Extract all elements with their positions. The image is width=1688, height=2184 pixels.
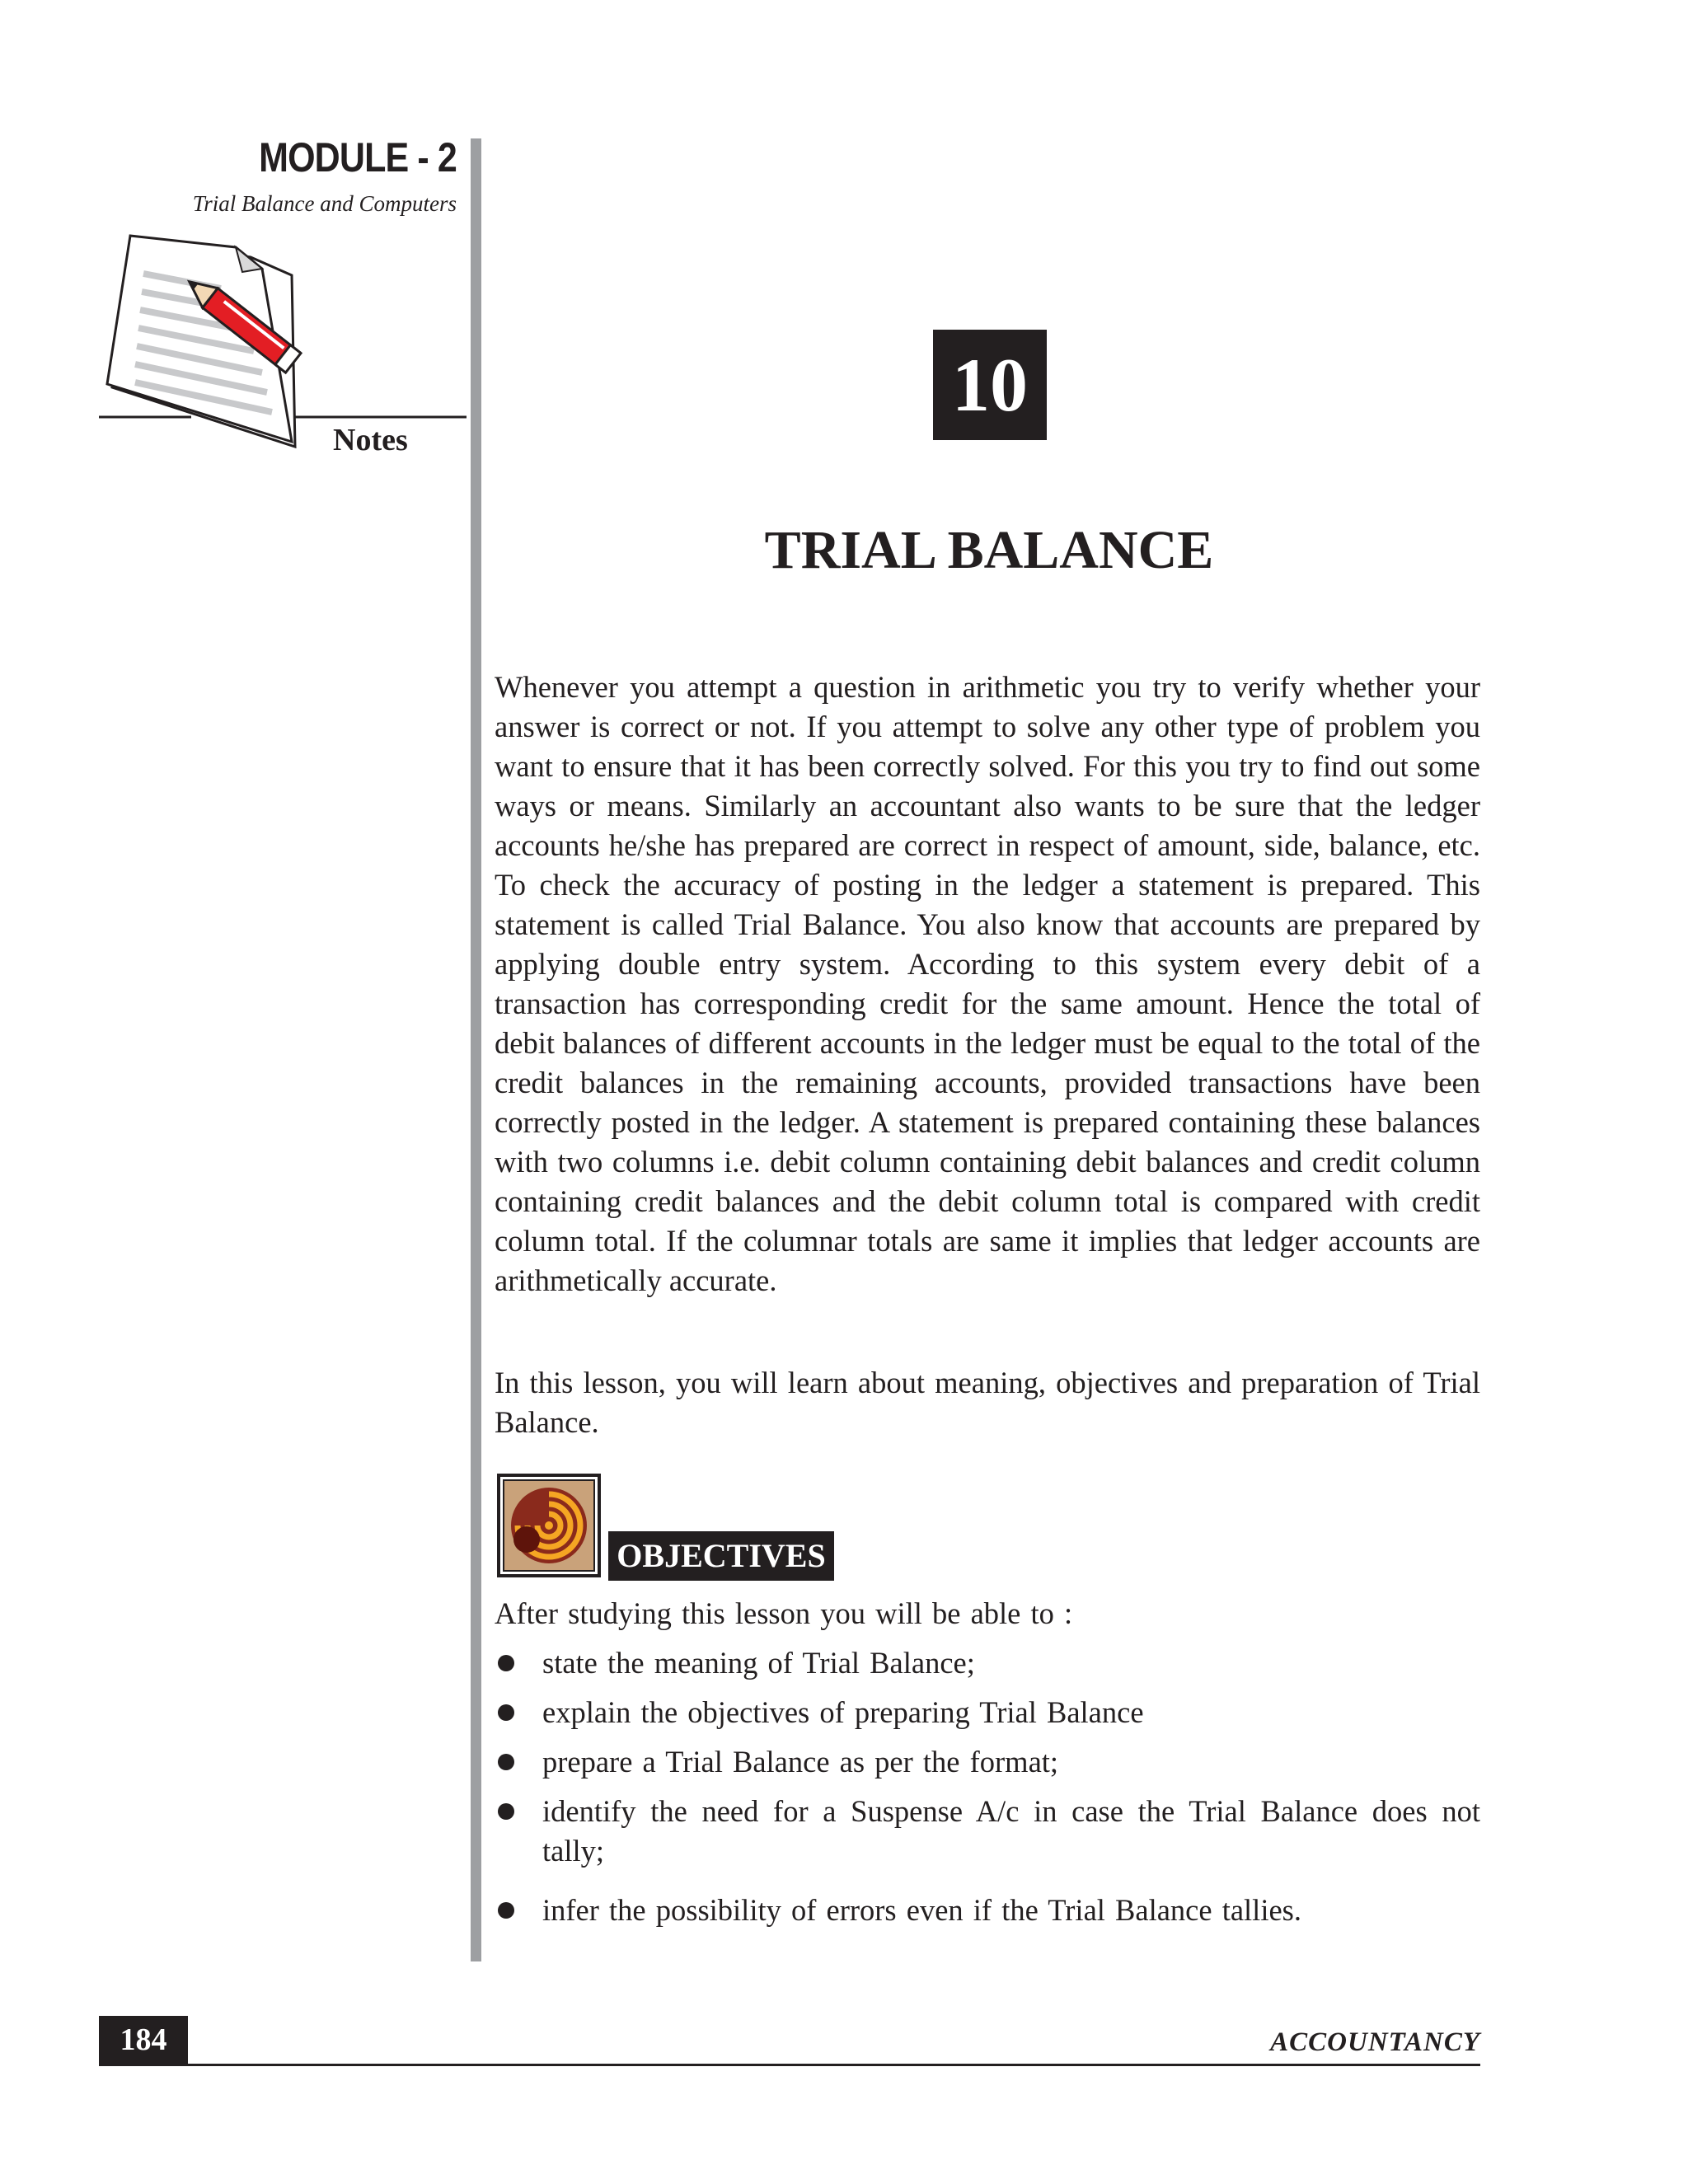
list-item xyxy=(495,1891,1480,1930)
objectives-intro: After studying this lesson you will be able to : xyxy=(495,1596,1073,1630)
notepad-with-pencil-icon xyxy=(97,223,468,462)
objectives-heading: OBJECTIVES xyxy=(608,1531,834,1581)
lesson-summary-paragraph: In this lesson, you will learn about meaning, objectives and preparation of Trial Balance. xyxy=(495,1366,1480,1439)
objective-text: identify the need for a Suspense A/c in case the Trial Balance does not tally; xyxy=(542,1794,1480,1868)
notes-label: Notes xyxy=(333,423,408,457)
list-item xyxy=(495,1742,1480,1782)
page-number: 184 xyxy=(99,2016,188,2064)
chapter-title: TRIAL BALANCE xyxy=(764,520,1214,580)
footer-rule xyxy=(99,2064,1480,2066)
list-item xyxy=(495,1792,1480,1871)
objective-text: prepare a Trial Balance as per the format; xyxy=(542,1745,1059,1779)
list-item xyxy=(495,1693,1480,1732)
sidebar-divider xyxy=(471,138,481,1961)
list-item xyxy=(495,1643,1480,1683)
module-title: MODULE - 2 xyxy=(259,134,457,180)
module-subtitle: Trial Balance and Computers xyxy=(192,191,457,216)
bullet-icon xyxy=(498,1655,514,1671)
target-icon xyxy=(497,1474,601,1577)
objective-text: infer the possibility of errors even if the Trial Balance tallies. xyxy=(542,1893,1301,1927)
footer-subject: ACCOUNTANCY xyxy=(1270,2027,1480,2057)
objective-text: state the meaning of Trial Balance; xyxy=(542,1646,975,1680)
bullet-icon xyxy=(498,1803,514,1820)
bullet-icon xyxy=(498,1754,514,1770)
bullet-icon xyxy=(498,1902,514,1919)
intro-paragraph: Whenever you attempt a question in arithmetic you try to verify whether your answer is correct or not. If you attempt to solve any other type of problem you want to ensure that it has been correctly solved. For this you try to find out some ways or means. Similarly an accountant also wants to be sure that the ledger accounts he/she has prepared are correct in respect of amount, side, balance, etc. To check the accuracy of posting in the ledger a statement is prepared. This statement is called Trial Balance. You also know that accounts are prepared by applying double entry system. According to this system every debit of a transaction has corresponding credit for the same amount. Hence the total of debit balances of different accounts in the ledger must be equal to the total of the credit balances in the remaining accounts, provided transactions have been correctly posted in the ledger. A statement is prepared containing these balances with two columns i.e. debit column containing debit balances and credit column containing credit balances and the debit column total is compared with credit column total. If the columnar totals are same it implies that ledger accounts are arithmetically accurate. xyxy=(495,670,1480,1297)
chapter-number: 10 xyxy=(933,330,1047,440)
bullet-icon xyxy=(498,1704,514,1721)
objective-text: explain the objectives of preparing Trial Balance xyxy=(542,1695,1144,1729)
